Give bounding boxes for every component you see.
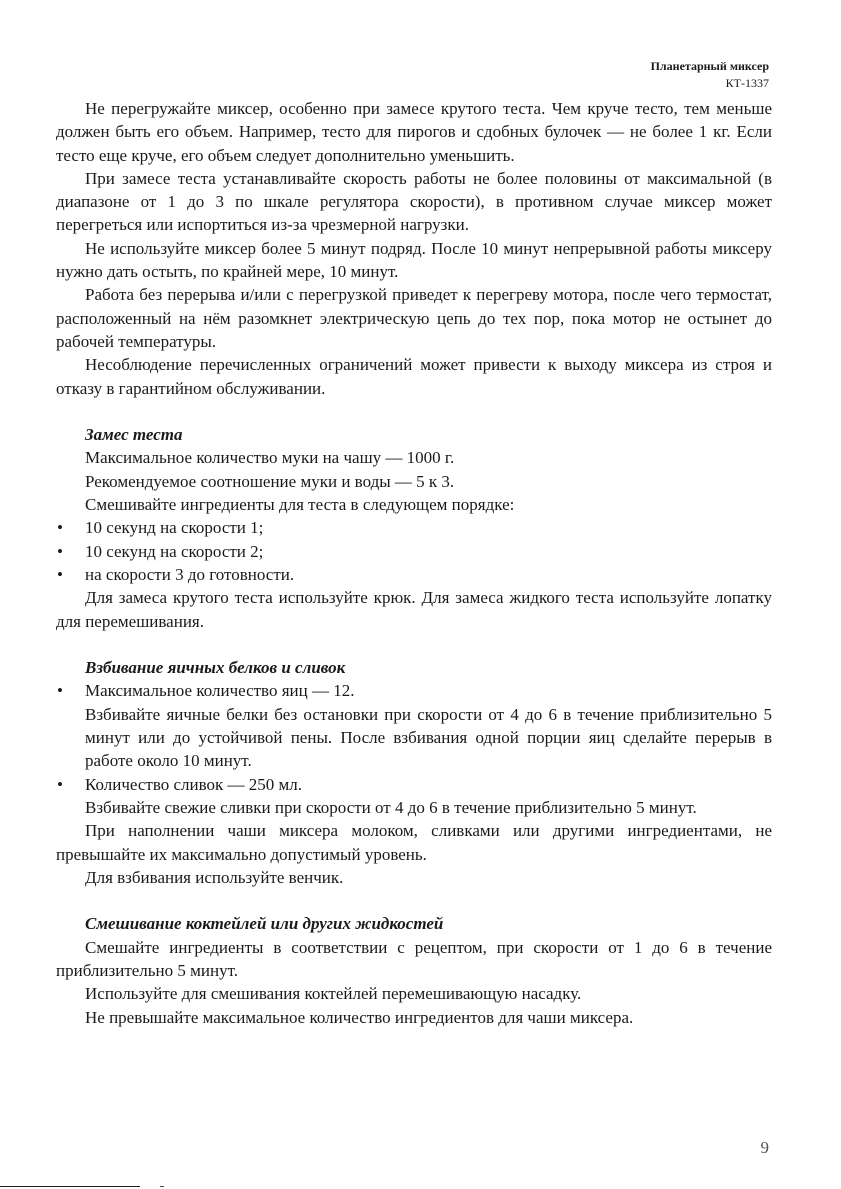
paragraph-cream-whipping: Взбивайте свежие сливки при скорости от 4 до 6 в течение приблизительно 5 минут. [85,797,697,817]
paragraph-recipe-mixing: Смешайте ингредиенты в соответствии с рецептом, при скорости от 1 до 6 в течение приблизительно 5 минут. [56,937,772,980]
bullet-icon: • [57,681,63,701]
list-item: • Максимальное количество яиц — 12. [56,679,772,702]
list-item: • 10 секунд на скорости 2; [56,540,772,563]
page-content [56,97,772,1029]
paragraph-egg-whipping: Взбивайте яичные белки без остановки при скорости от 4 до 6 в течение приблизительно 5 минут или до устойчивой пены. После взбивания одной порции яиц сделайте перерыв в работе около 10 минут. [85,704,772,771]
paragraph-max-ingredients: Не превышайте максимальное количество ингредиентов для чаши миксера. [85,1007,634,1027]
list-item: • Количество сливок — 250 мл. [56,773,772,796]
bullet-icon: • [57,541,63,561]
bullet-icon: • [57,774,63,794]
section-heading-cocktails: Смешивание коктейлей или других жидкостей [85,914,444,934]
paragraph-max-flour: Максимальное количество муки на чашу — 1000 г. [85,448,455,468]
footer-mark [160,1186,164,1187]
bullet-icon: • [57,564,63,584]
whipping-list-cream [56,773,772,796]
paragraph-mixing-order: Смешивайте ингредиенты для теста в следующем порядке: [85,495,515,515]
list-item: • на скорости 3 до готовности. [56,563,772,586]
paragraph-warranty: Несоблюдение перечисленных ограничений может привести к выходу миксера из строя и отказу в гарантийном обслуживании. [56,355,772,398]
model-number: КТ-1337 [725,76,769,90]
paragraph-run-time: Не используйте миксер более 5 минут подряд. После 10 минут непрерывной работы миксеру нужно дать остыть, по крайней мере, 10 минут. [56,238,772,282]
page-header [651,58,769,92]
paragraph-bowl-level: При наполнении чаши миксера молоком, сливками или другими ингредиентами, не превышайте их максимально допустимый уровень. [56,821,772,864]
section-heading-dough: Замес теста [85,425,183,445]
dough-steps-list [56,516,772,586]
document-title: Планетарный миксер [650,59,769,73]
list-item: • 10 секунд на скорости 1; [56,516,772,539]
paragraph-attachments: Для замеса крутого теста используйте крюк. Для замеса жидкого теста используйте лопатку для перемешивания. [56,588,772,631]
bullet-icon: • [57,518,63,538]
footer-rule [0,1186,140,1187]
paragraph-flour-water-ratio: Рекомендуемое соотношение муки и воды — 5 к 3. [85,471,455,491]
page-number: 9 [760,1138,769,1157]
paragraph-mixing-attachment: Используйте для смешивания коктейлей перемешивающую насадку. [85,984,582,1004]
paragraph-speed-limit: При замесе теста устанавливайте скорость работы не более половины от максимальной (в диапазоне от 1 до 3 по шкале регулятора скорости), в противном случае миксер может перегреться или испортиться из-за чрезмерной нагрузки. [56,168,772,235]
whipping-list-eggs [56,679,772,702]
paragraph-whisk: Для взбивания используйте венчик. [85,867,344,887]
section-heading-whipping: Взбивание яичных белков и сливок [85,658,346,678]
paragraph-overload-warning: Не перегружайте миксер, особенно при замесе крутого теста. Чем круче тесто, тем меньше должен быть его объем. Например, тесто для пирогов и сдобных булочек — не более 1 кг. Если тесто еще круче, его объем следует дополнительно уменьшить. [56,99,772,165]
paragraph-thermostat: Работа без перерыва и/или с перегрузкой приведет к перегреву мотора, после чего термостат, расположенный на нём разомкнет электрическую цепь до тех пор, пока мотор не остынет до рабочей температуры. [56,285,772,351]
